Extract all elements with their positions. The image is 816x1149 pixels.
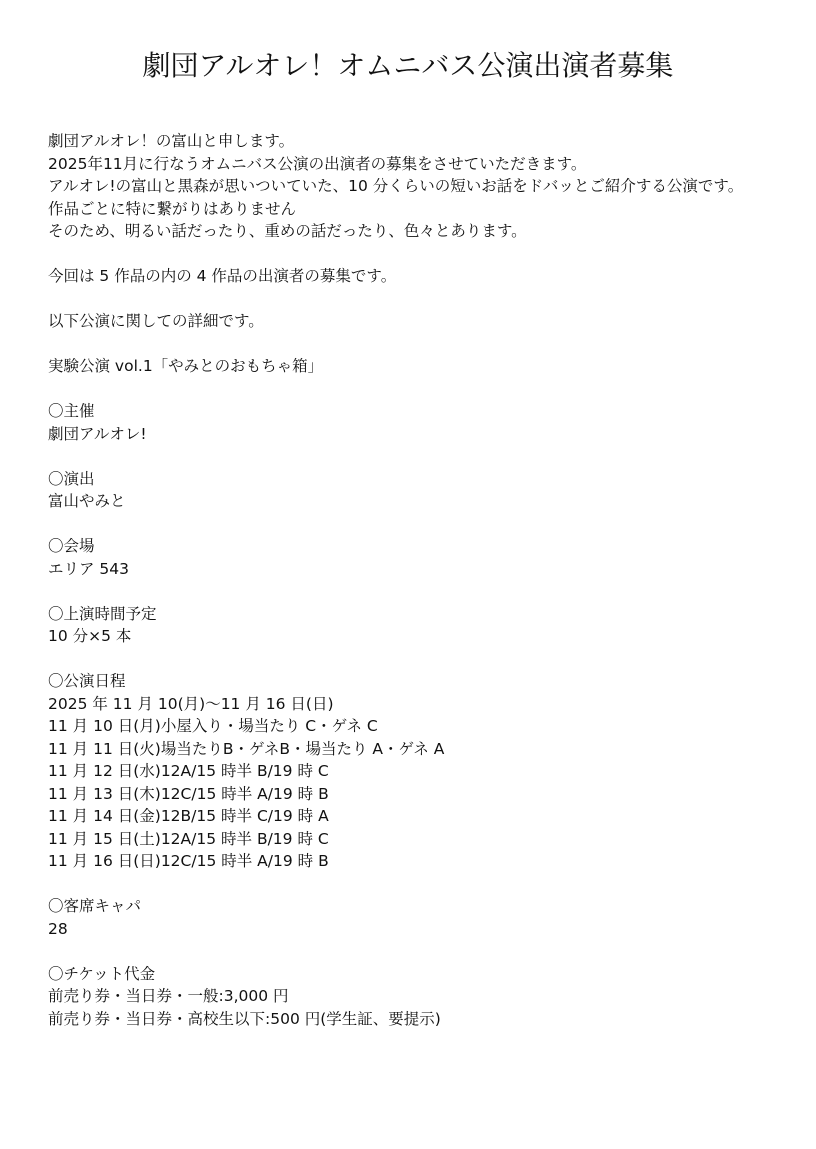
intro-line: 作品ごとに特に繋がりはありません	[48, 199, 297, 218]
section-tickets	[48, 963, 798, 1031]
intro-line: 劇団アルオレ！の富山と申します。	[48, 132, 295, 150]
intro-line: そのため、明るい話だったり、重めの話だったり、色々とあります。	[48, 222, 527, 240]
spacer	[48, 580, 798, 603]
spacer	[48, 243, 798, 266]
ticket-price-line: 前売り券・当日券・一般:3,000 円	[48, 987, 289, 1005]
schedule-line: 11 月 13 日(木)12C/15 時半 A/19 時 B	[48, 784, 329, 803]
spacer	[48, 873, 798, 896]
recruit-note: 今回は 5 作品の内の 4 作品の出演者の募集です。	[48, 267, 397, 285]
section-heading: 〇チケット代金	[48, 964, 156, 983]
intro-line: 2025年11月に行なうオムニバス公演の出演者の募集をさせていただきます。	[48, 154, 587, 173]
ticket-price-line: 前売り券・当日券・高校生以下:500 円(学生証、要提示)	[48, 1009, 441, 1028]
section-heading: 〇会場	[48, 537, 95, 555]
section-line: 劇団アルオレ!	[48, 424, 147, 443]
performance-name: 実験公演 vol.1「やみとのおもちゃ箱」	[48, 357, 324, 375]
schedule-line: 11 月 11 日(火)場当たりB・ゲネB・場当たり A・ゲネ A	[48, 739, 445, 758]
intro-paragraph	[48, 130, 798, 243]
section-venue	[48, 535, 798, 580]
schedule-line: 11 月 12 日(水)12A/15 時半 B/19 時 C	[48, 762, 329, 780]
document-body	[48, 130, 798, 1030]
section-organizer	[48, 400, 798, 445]
page-title: 劇団アルオレ！オムニバス公演出演者募集	[142, 49, 674, 82]
spacer	[48, 445, 798, 468]
intro-line: アルオレ!の富山と黒森が思いついていた、10 分くらいの短いお話をドバッとご紹介する公演です。	[48, 177, 744, 195]
section-schedule	[48, 670, 798, 873]
schedule-line: 11 月 14 日(金)12B/15 時半 C/19 時 A	[48, 807, 329, 825]
section-line: 10 分×5 本	[48, 627, 132, 645]
section-capacity	[48, 895, 798, 940]
section-heading: 〇客席キャパ	[48, 897, 142, 915]
section-heading: 〇主催	[48, 402, 95, 420]
section-line: エリア 543	[48, 559, 130, 578]
section-line: 富山やみと	[48, 492, 126, 510]
schedule-line: 2025 年 11 月 10(月)～11 月 16 日(日)	[48, 694, 334, 713]
spacer	[48, 940, 798, 963]
spacer	[48, 513, 798, 536]
section-line: 28	[48, 919, 68, 938]
spacer	[48, 648, 798, 671]
section-heading: 〇演出	[48, 469, 95, 488]
section-runtime	[48, 603, 798, 648]
schedule-line: 11 月 16 日(日)12C/15 時半 A/19 時 B	[48, 852, 329, 870]
schedule-line: 11 月 15 日(土)12A/15 時半 B/19 時 C	[48, 829, 329, 848]
spacer	[48, 288, 798, 311]
section-heading: 〇公演日程	[48, 672, 126, 690]
details-lead: 以下公演に関しての詳細です。	[48, 312, 264, 330]
schedule-line: 11 月 10 日(月)小屋入り・場当たり C・ゲネ C	[48, 717, 378, 735]
spacer	[48, 378, 798, 401]
spacer	[48, 333, 798, 356]
section-heading: 〇上演時間予定	[48, 604, 157, 623]
section-director	[48, 468, 798, 513]
